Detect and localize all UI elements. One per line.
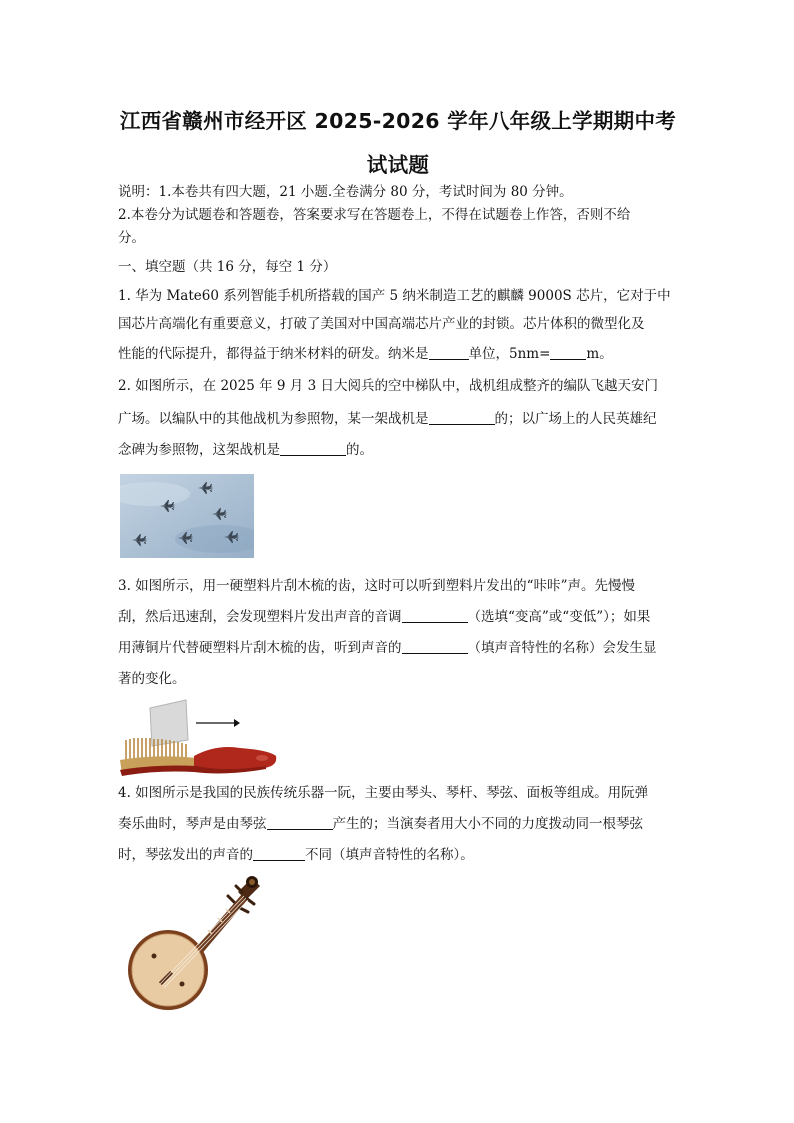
q1-text-b: 单位，5nm= bbox=[468, 346, 551, 362]
q4-line-1: 4. 如图所示是我国的民族传统乐器一阮，主要由琴头、琴杆、琴弦、面板等组成。用阮弹 bbox=[118, 785, 649, 801]
q3-blank-2[interactable] bbox=[402, 639, 468, 654]
q3-text-b: （选填“变高”或“变低”）；如果 bbox=[467, 609, 651, 625]
q2-text-b: 的；以广场上的人民英雄纪 bbox=[494, 411, 657, 427]
q1-text-a: 性能的代际提升，都得益于纳米材料的研发。纳米是 bbox=[118, 346, 429, 362]
instruction-line-2: 2.本卷分为试题卷和答题卷，答案要求写在答题卷上，不得在试题卷上作答，否则不给 bbox=[118, 207, 631, 223]
q4-text-c: 时，琴弦发出的声音的 bbox=[118, 847, 253, 863]
q3-line-2 bbox=[118, 607, 678, 627]
q3-line-4: 著的变化。 bbox=[118, 671, 186, 687]
q4-blank-1[interactable] bbox=[267, 815, 333, 830]
q2-text-a: 广场。以编队中的其他战机为参照物，某一架战机是 bbox=[118, 411, 429, 427]
q1-blank-1[interactable] bbox=[429, 345, 469, 360]
q2-text-c: 念碑为参照物，这架战机是 bbox=[118, 442, 280, 458]
q2-line-2 bbox=[118, 409, 678, 429]
q4-line-3 bbox=[118, 845, 678, 865]
section-heading: 一、填空题（共 16 分，每空 1 分） bbox=[118, 259, 337, 275]
q2-line-3 bbox=[118, 440, 678, 460]
q2-blank-2[interactable] bbox=[280, 441, 346, 456]
q2-line-1: 2. 如图所示，在 2025 年 9 月 3 日大阅兵的空中梯队中，战机组成整齐的编队飞越天安门 bbox=[118, 378, 658, 394]
instruction-line-1: 说明：1.本卷共有四大题，21 小题.全卷满分 80 分，考试时间为 80 分钟。 bbox=[118, 184, 573, 200]
q4-blank-2[interactable] bbox=[253, 846, 305, 861]
page-title-line2: 试试题 bbox=[366, 153, 430, 177]
ruan-neck-icon bbox=[194, 894, 248, 956]
q3-text-c: 用薄铜片代替硬塑料片刮木梳的齿，听到声音的 bbox=[118, 640, 402, 656]
q1-blank-2[interactable] bbox=[550, 345, 586, 360]
q4-text-b: 产生的；当演奏者用大小不同的力度拨动同一根琴弦 bbox=[332, 816, 643, 832]
q1-line-3 bbox=[118, 344, 678, 364]
q4-text-a: 奏乐曲时，琴声是由琴弦 bbox=[118, 816, 267, 832]
q3-line-1: 3. 如图所示，用一硬塑料片刮木梳的齿，这时可以听到塑料片发出的“咔咔”声。先慢慢 bbox=[118, 578, 635, 594]
q3-line-3 bbox=[118, 638, 678, 658]
q3-text-a: 刮，然后迅速刮，会发现塑料片发出声音的音调 bbox=[118, 609, 402, 625]
ruan-image bbox=[124, 872, 264, 1012]
q4-line-2 bbox=[118, 814, 678, 834]
page-title: 江西省赣州市经开区 2025-2026 学年八年级上学期期中考 bbox=[119, 109, 677, 133]
comb-image bbox=[116, 696, 280, 780]
q3-text-d: （填声音特性的名称）会发生显 bbox=[467, 640, 657, 656]
q1-line-2: 国芯片高端化有重要意义，打破了美国对中国高端芯片产业的封锁。芯片体积的微型化及 bbox=[118, 316, 645, 332]
q1-line-1: 1. 华为 Mate60 系列智能手机所搭载的国产 5 纳米制造工艺的麒麟 9000S 芯片，它对于中 bbox=[118, 288, 671, 304]
q2-text-d: 的。 bbox=[346, 442, 373, 458]
q1-text-c: m。 bbox=[586, 346, 613, 362]
q2-blank-1[interactable] bbox=[429, 410, 495, 425]
instruction-line-3: 分。 bbox=[118, 230, 145, 246]
fighter-jets-image bbox=[120, 474, 254, 558]
q4-text-d: 不同（填声音特性的名称）。 bbox=[305, 847, 474, 863]
plastic-card-icon bbox=[150, 700, 188, 746]
q3-blank-1[interactable] bbox=[402, 608, 468, 623]
